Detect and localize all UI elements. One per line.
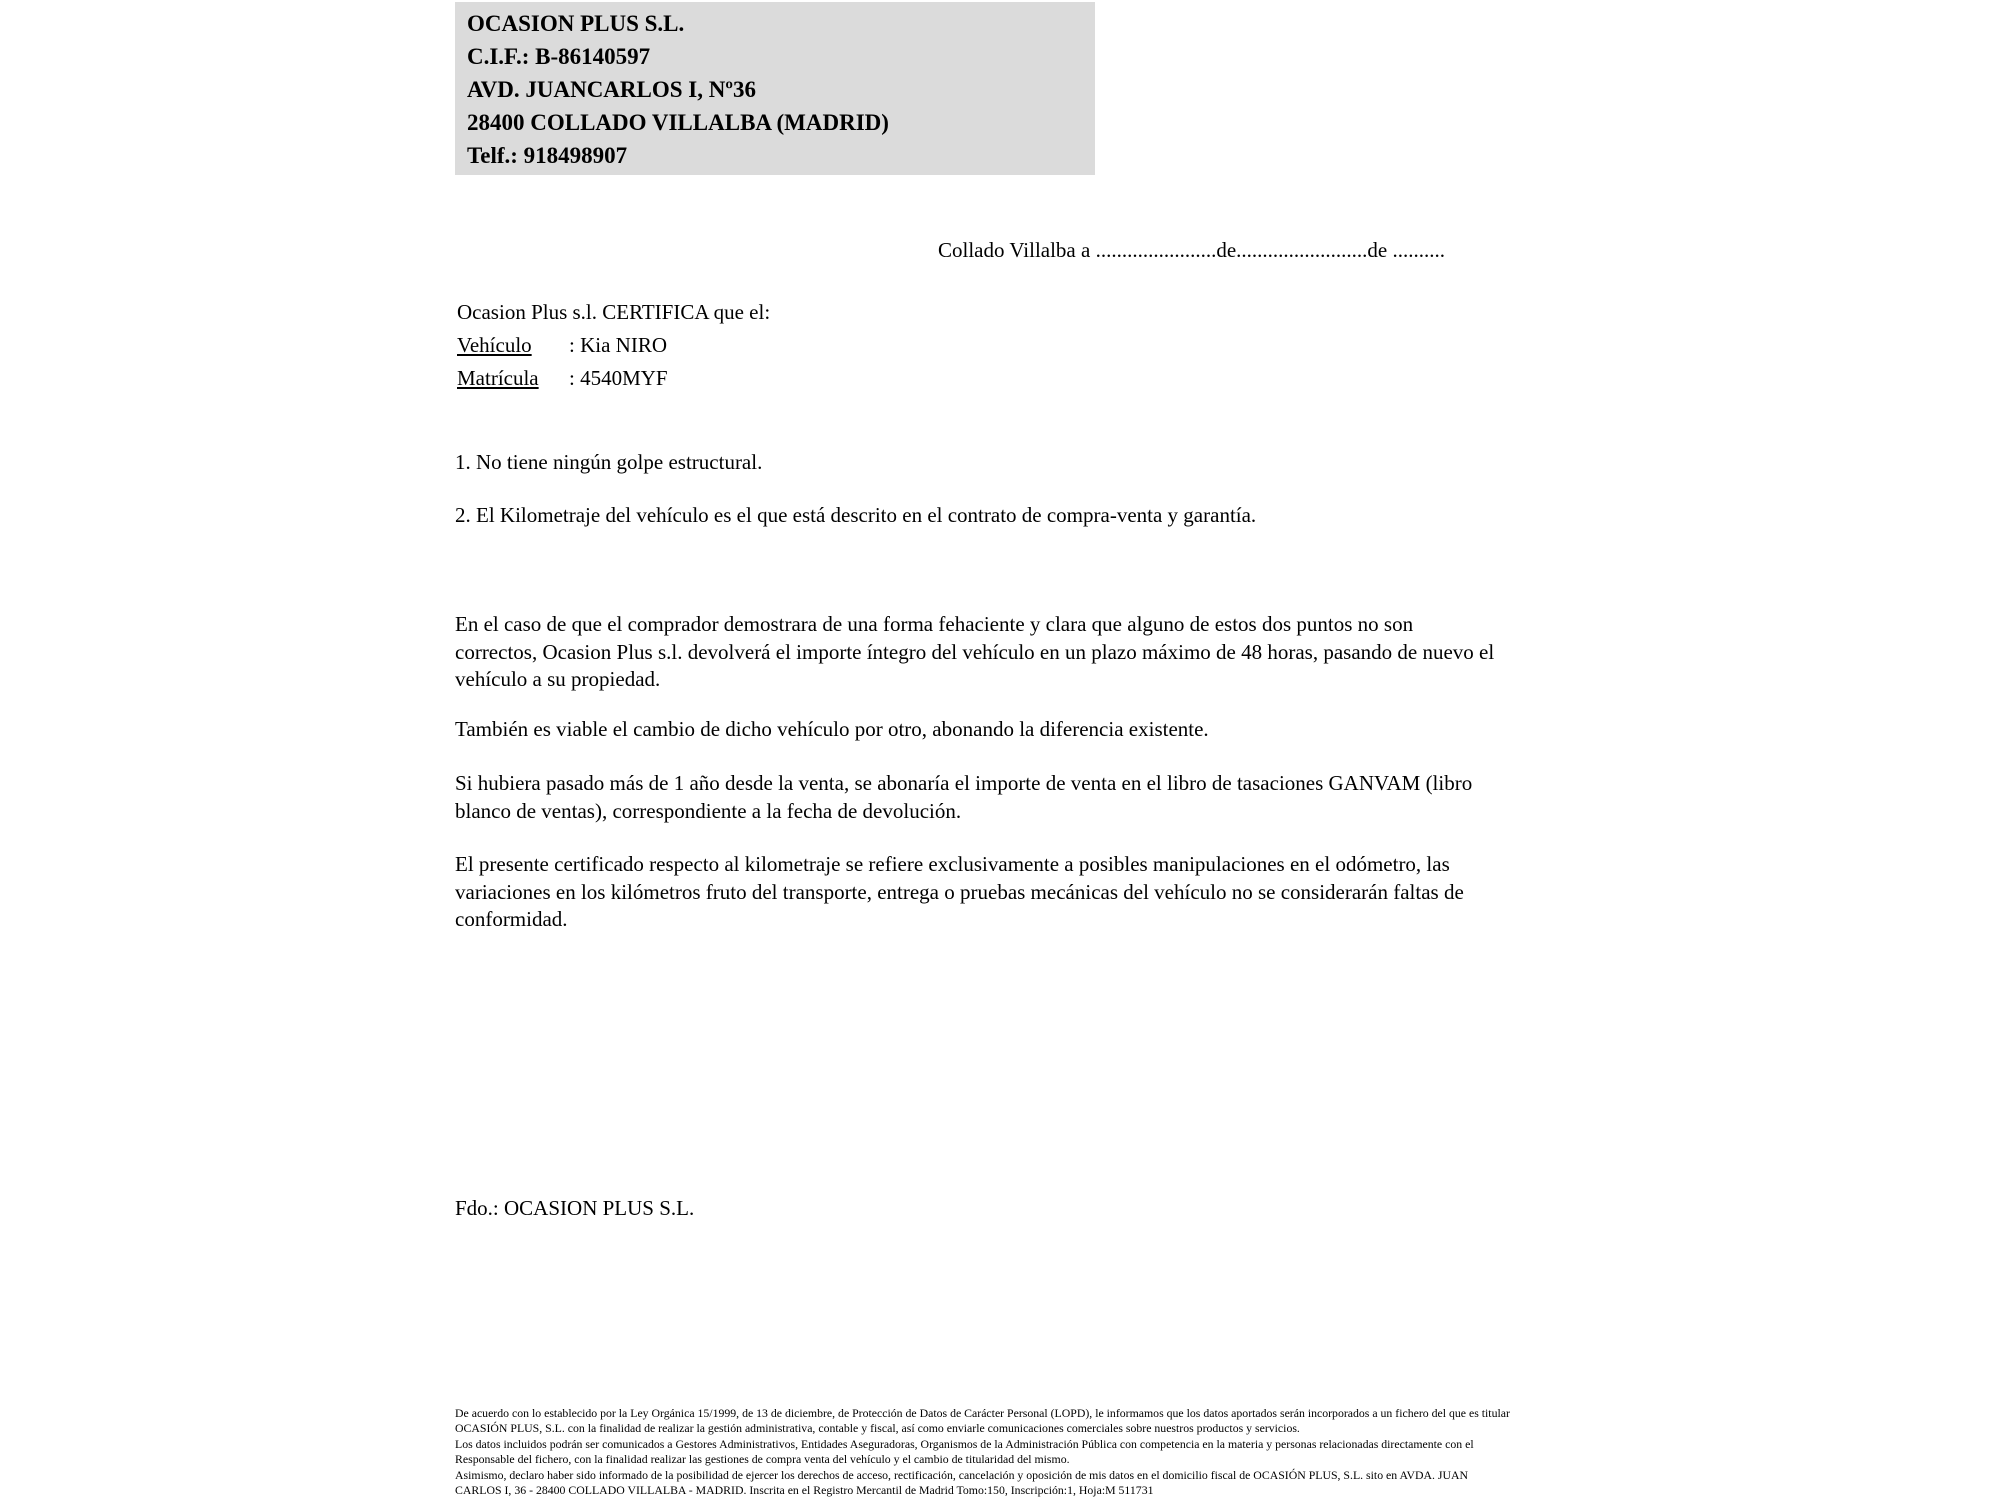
paragraph-ganvam-valuation: Si hubiera pasado más de 1 año desde la venta, se abonaría el importe de venta en el libro de tasaciones GANVAM (libro blanco de ventas), correspondiente a la fecha de devolución.	[455, 771, 1473, 823]
company-address: AVD. JUANCARLOS I, Nº36	[467, 77, 756, 102]
vehicle-label	[457, 329, 569, 362]
vehicle-row	[457, 329, 770, 362]
plate-value: : 4540MYF	[569, 366, 668, 390]
company-letterhead	[455, 2, 1095, 175]
vehicle-value: : Kia NIRO	[569, 333, 667, 357]
certification-intro: Ocasion Plus s.l. CERTIFICA que el:	[457, 300, 771, 324]
legal-footer	[455, 1406, 1510, 1498]
legal-line-2: OCASIÓN PLUS, S.L. con la finalidad de realizar la gestión administrativa, contable y fiscal, así como enviarle comunicaciones comerciales sobre nuestros productos y servicios.	[455, 1421, 1300, 1436]
date-fill-in-line: Collado Villalba a .......................de.........................de ..........	[938, 238, 1445, 262]
plate-row	[457, 362, 770, 395]
legal-line-4: Responsable del fichero, con la finalidad realizar las gestiones de compra venta del vehículo y el cambio de titularidad del mismo.	[455, 1452, 1070, 1467]
company-name: OCASION PLUS S.L.	[467, 11, 685, 36]
signature-line: Fdo.: OCASION PLUS S.L.	[455, 1196, 695, 1220]
legal-line-1: De acuerdo con lo establecido por la Ley Orgánica 15/1999, de 13 de diciembre, de Protección de Datos de Carácter Personal (LOPD), le informamos que los datos aportados serán incorporados a un fichero del que es titular	[455, 1406, 1510, 1420]
certified-point-2: 2. El Kilometraje del vehículo es el que está descrito en el contrato de compra-venta y garantía.	[455, 503, 1257, 527]
plate-label-text: Matrícula	[457, 366, 539, 390]
paragraph-vehicle-exchange: También es viable el cambio de dicho vehículo por otro, abonando la diferencia existente.	[455, 717, 1209, 741]
company-phone: Telf.: 918498907	[467, 143, 628, 168]
vehicle-label-text: Vehículo	[457, 333, 532, 357]
legal-line-6: CARLOS I, 36 - 28400 COLLADO VILLALBA - MADRID. Inscrita en el Registro Mercantil de Madrid Tomo:150, Inscripción:1, Hoja:M 511731	[455, 1483, 1154, 1498]
certification-block	[457, 296, 770, 395]
paragraph-odometer-scope: El presente certificado respecto al kilometraje se refiere exclusivamente a posibles manipulaciones en el odómetro, las variaciones en los kilómetros fruto del transporte, entrega o pruebas mecánicas del vehículo no se considerarán faltas de conformidad.	[455, 852, 1464, 931]
legal-line-5: Asimismo, declaro haber sido informado de la posibilidad de ejercer los derechos de acceso, rectificación, cancelación y oposición de mis datos en el domicilio fiscal de OCASIÓN PLUS, S.L. sito en AVDA. JUAN	[455, 1467, 1469, 1482]
plate-label	[457, 362, 569, 395]
certified-point-1: 1. No tiene ningún golpe estructural.	[455, 450, 763, 474]
company-city: 28400 COLLADO VILLALBA (MADRID)	[467, 110, 889, 135]
company-cif: C.I.F.: B-86140597	[467, 44, 651, 69]
paragraph-refund-guarantee: En el caso de que el comprador demostrara de una forma fehaciente y clara que alguno de estos dos puntos no son correctos, Ocasion Plus s.l. devolverá el importe íntegro del vehículo en un plazo máximo de 48 horas, pasando de nuevo el vehículo a su propiedad.	[455, 612, 1495, 691]
legal-line-3: Los datos incluidos podrán ser comunicados a Gestores Administrativos, Entidades Aseguradoras, Organismos de la Administración Pública con competencia en la materia y personas relacionadas directamente con el	[455, 1436, 1474, 1451]
